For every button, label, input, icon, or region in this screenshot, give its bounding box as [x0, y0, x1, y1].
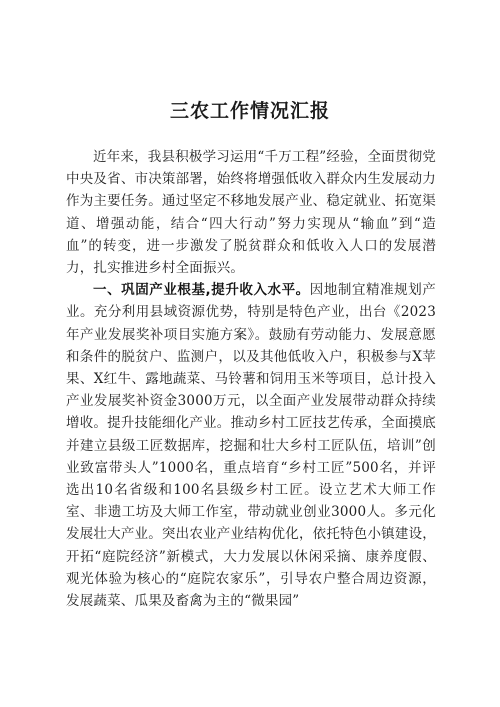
document-title: 三农工作情况汇报: [169, 100, 330, 122]
section-one-text: 因地制宜精准规划产业。充分利用县域资源优势，特别是特色产业，出台《2023年产业发展奖补项目实施方案》。鼓励有劳动能力、发展意愿和条件的脱贫户、监测户，以及其他低收入户，积极参与X苹果、X红牛、露地蔬菜、马铃薯和饲用玉米等项目，总计投入产业发展奖补资金3000万元，以全面产业发展带动群众持续增收。提升技能细化产业。推动乡村工匠技艺传承，全面摸底并建立县级工匠数据库，挖掘和壮大乡村工匠队伍，培训”创业致富带头人”1000名，重点培育“乡村工匠”500名，并评选出10名省级和100名县级乡村工匠。设立艺术大师工作室、非遗工坊及大师工作室，带动就业创业3000人。多元化发展壮大产业。突出农业产业结构优化，依托特色小镇建设，开拓“庭院经济”新模式，大力发展以休闲采摘、康养度假、观光体验为核心的“庭院农家乐”，引导农户整合周边资源，发展蔬菜、瓜果及畜禽为主的“微果园”: [66, 282, 436, 610]
intro-paragraph-text: 近年来，我县积极学习运用“千万工程”经验，全面贯彻党中央及省、市决策部署，始终将增强低收入群众内生发展动力作为主要任务。通过坚定不移地发展产业、稳定就业、拓宽渠道、增强动能，结合“四大行动”努力实现从“输血”到“造血”的转变，进一步激发了脱贫群众和低收入人口的发展潜力，扎实推进乡村全面振兴。: [66, 149, 437, 277]
section-one-heading: 一、巩固产业根基,提升收入水平。: [93, 282, 310, 299]
intro-paragraph: [66, 146, 436, 279]
document-body: [66, 146, 436, 612]
section-one-paragraph: [66, 279, 436, 612]
